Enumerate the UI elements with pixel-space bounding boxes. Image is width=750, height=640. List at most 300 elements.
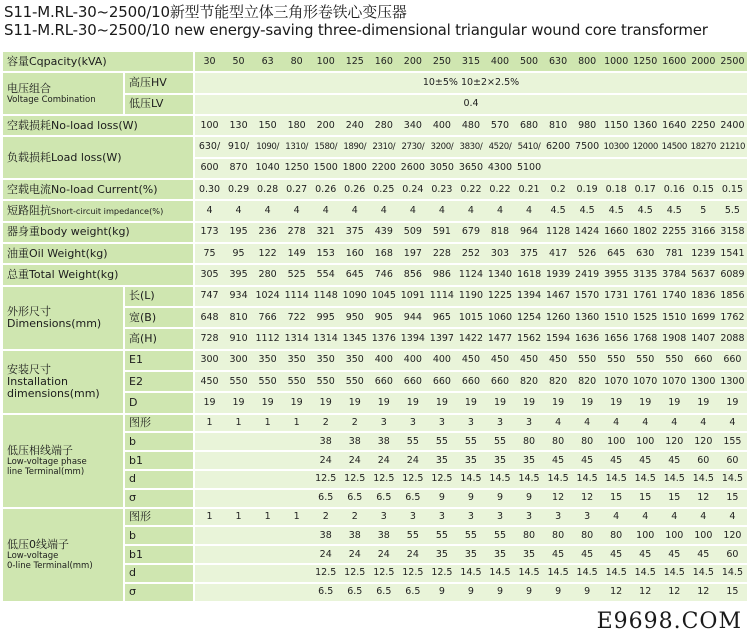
value-cell: 55 xyxy=(485,433,514,452)
value-cell: 4 xyxy=(689,415,718,434)
value-cell: 15 xyxy=(602,490,631,509)
value-cell: 1541 xyxy=(718,244,747,265)
total-weight-row xyxy=(3,265,747,286)
value-cell: 1836 xyxy=(689,287,718,308)
value-cell: 591 xyxy=(427,223,456,244)
value-cell: 19 xyxy=(340,393,369,414)
value-cell: 19 xyxy=(485,393,514,414)
value-cell: 4.5 xyxy=(602,201,631,222)
value-cell: 439 xyxy=(369,223,398,244)
value-cell: 14.5 xyxy=(544,565,573,584)
value-cell: 12.5 xyxy=(369,565,398,584)
capacity-cell: 800 xyxy=(573,52,602,73)
lv-zero-d-label: d xyxy=(125,565,195,584)
capacity-cell: 400 xyxy=(485,52,514,73)
value-cell: 252 xyxy=(456,244,485,265)
value-cell: 60 xyxy=(718,546,747,565)
value-cell: 80 xyxy=(544,527,573,546)
value-cell: 450 xyxy=(544,351,573,372)
value-cell: 18270 xyxy=(689,137,718,158)
value-cell: 2400 xyxy=(718,116,747,137)
value-cell: 14.5 xyxy=(718,471,747,490)
value-cell: 55 xyxy=(456,433,485,452)
empty-cell xyxy=(660,159,689,180)
value-cell: 550 xyxy=(253,372,282,393)
value-cell: 630 xyxy=(631,244,660,265)
value-cell: 55 xyxy=(427,527,456,546)
value-cell: 2088 xyxy=(718,329,747,350)
value-cell: 6.5 xyxy=(369,584,398,603)
empty-cell xyxy=(282,546,311,565)
empty-cell xyxy=(224,471,253,490)
value-cell: 450 xyxy=(515,351,544,372)
value-cell: 2 xyxy=(311,415,340,434)
dimension-l-row xyxy=(3,287,747,308)
value-cell: 35 xyxy=(427,452,456,471)
value-cell: 747 xyxy=(195,287,224,308)
value-cell: 1070 xyxy=(631,372,660,393)
value-cell: 4 xyxy=(195,201,224,222)
installation-d-label: D xyxy=(125,393,195,414)
value-cell: 3 xyxy=(515,415,544,434)
value-cell: 550 xyxy=(311,372,340,393)
value-cell: 1525 xyxy=(631,308,660,329)
value-cell: 100 xyxy=(195,116,224,137)
value-cell: 645 xyxy=(340,265,369,286)
value-cell: 1340 xyxy=(485,265,514,286)
value-cell: 19 xyxy=(573,393,602,414)
empty-cell xyxy=(195,546,224,565)
empty-cell xyxy=(224,452,253,471)
value-cell: 5 xyxy=(689,201,718,222)
value-cell: 45 xyxy=(689,546,718,565)
value-cell: 1394 xyxy=(398,329,427,350)
empty-cell xyxy=(573,159,602,180)
value-cell: 19 xyxy=(398,393,427,414)
value-cell: 55 xyxy=(398,433,427,452)
value-cell: 3 xyxy=(515,509,544,528)
value-cell: 660 xyxy=(456,372,485,393)
value-cell: 12.5 xyxy=(398,565,427,584)
empty-cell xyxy=(253,584,282,603)
value-cell: 1 xyxy=(224,509,253,528)
value-cell: 0.28 xyxy=(253,180,282,201)
noload-current-row xyxy=(3,180,747,201)
value-cell: 14.5 xyxy=(485,471,514,490)
value-cell: 375 xyxy=(340,223,369,244)
value-cell: 1424 xyxy=(573,223,602,244)
value-cell: 12.5 xyxy=(340,565,369,584)
value-cell: 570 xyxy=(485,116,514,137)
value-cell: 19 xyxy=(456,393,485,414)
value-cell: 526 xyxy=(573,244,602,265)
value-cell: 1024 xyxy=(253,287,282,308)
value-cell: 1114 xyxy=(427,287,456,308)
value-cell: 4 xyxy=(718,415,747,434)
value-cell: 3 xyxy=(456,509,485,528)
value-cell: 38 xyxy=(311,433,340,452)
value-cell: 550 xyxy=(573,351,602,372)
value-cell: 14.5 xyxy=(660,565,689,584)
installation-e1-label: E1 xyxy=(125,351,195,372)
value-cell: 55 xyxy=(485,527,514,546)
value-cell: 1314 xyxy=(311,329,340,350)
value-cell: 3 xyxy=(544,509,573,528)
value-cell: 660 xyxy=(485,372,514,393)
value-cell: 810 xyxy=(224,308,253,329)
value-cell: 9 xyxy=(515,490,544,509)
value-cell: 12.5 xyxy=(311,471,340,490)
value-cell: 400 xyxy=(398,351,427,372)
value-cell: 1510 xyxy=(602,308,631,329)
total-weight-label: 总重Total Weight(kg) xyxy=(3,265,195,286)
capacity-cell: 80 xyxy=(282,52,311,73)
value-cell: 100 xyxy=(689,527,718,546)
value-cell: 14.5 xyxy=(485,565,514,584)
value-cell: 820 xyxy=(544,372,573,393)
hv-label: 高压HV xyxy=(125,73,195,94)
value-cell: 45 xyxy=(631,546,660,565)
dimensions-label: 外形尺寸 Dimensions(mm) xyxy=(3,287,125,351)
value-cell: 278 xyxy=(282,223,311,244)
value-cell: 980 xyxy=(573,116,602,137)
capacity-cell: 30 xyxy=(195,52,224,73)
value-cell: 1 xyxy=(195,415,224,434)
lv-zero-b1-label: b1 xyxy=(125,546,195,565)
value-cell: 14.5 xyxy=(602,471,631,490)
value-cell: 3158 xyxy=(718,223,747,244)
value-cell: 80 xyxy=(544,433,573,452)
value-cell: 986 xyxy=(427,265,456,286)
value-cell: 0.2 xyxy=(544,180,573,201)
value-cell: 340 xyxy=(398,116,427,137)
value-cell: 0.17 xyxy=(631,180,660,201)
noload-loss-row xyxy=(3,116,747,137)
value-cell: 75 xyxy=(195,244,224,265)
value-cell: 1124 xyxy=(456,265,485,286)
value-cell: 45 xyxy=(544,452,573,471)
value-cell: 80 xyxy=(573,527,602,546)
value-cell: 6.5 xyxy=(398,490,427,509)
value-cell: 4 xyxy=(282,201,311,222)
value-cell: 6.5 xyxy=(369,490,398,509)
value-cell: 9 xyxy=(485,490,514,509)
empty-cell xyxy=(224,584,253,603)
value-cell: 1254 xyxy=(515,308,544,329)
lv-zero-sigma-label: σ xyxy=(125,584,195,603)
value-cell: 3 xyxy=(427,509,456,528)
value-cell: 910 xyxy=(224,329,253,350)
value-cell: 9 xyxy=(573,584,602,603)
value-cell: 550 xyxy=(224,372,253,393)
value-cell: 4 xyxy=(718,509,747,528)
value-cell: 2600 xyxy=(398,159,427,180)
value-cell: 14.5 xyxy=(456,471,485,490)
value-cell: 2310/ xyxy=(369,137,398,158)
empty-cell xyxy=(282,565,311,584)
value-cell: 934 xyxy=(224,287,253,308)
value-cell: 38 xyxy=(340,527,369,546)
value-cell: 417 xyxy=(544,244,573,265)
value-cell: 35 xyxy=(427,546,456,565)
value-cell: 1740 xyxy=(660,287,689,308)
value-cell: 236 xyxy=(253,223,282,244)
value-cell: 3 xyxy=(398,509,427,528)
value-cell: 153 xyxy=(311,244,340,265)
value-cell: 100 xyxy=(660,527,689,546)
value-cell: 1699 xyxy=(689,308,718,329)
value-cell: 4 xyxy=(456,201,485,222)
value-cell: 6.5 xyxy=(311,490,340,509)
capacity-cell: 50 xyxy=(224,52,253,73)
empty-cell xyxy=(195,452,224,471)
value-cell: 197 xyxy=(398,244,427,265)
value-cell: 1148 xyxy=(311,287,340,308)
value-cell: 1762 xyxy=(718,308,747,329)
value-cell: 766 xyxy=(253,308,282,329)
value-cell: 1397 xyxy=(427,329,456,350)
empty-cell xyxy=(253,452,282,471)
value-cell: 0.15 xyxy=(689,180,718,201)
value-cell: 9 xyxy=(427,584,456,603)
capacity-cell: 1000 xyxy=(602,52,631,73)
value-cell: 4 xyxy=(515,201,544,222)
value-cell: 1091 xyxy=(398,287,427,308)
value-cell: 45 xyxy=(660,452,689,471)
value-cell: 1250 xyxy=(282,159,311,180)
empty-cell xyxy=(544,159,573,180)
value-cell: 995 xyxy=(311,308,340,329)
value-cell: 5.5 xyxy=(718,201,747,222)
dimension-l-label: 长(L) xyxy=(125,287,195,308)
value-cell: 1300 xyxy=(718,372,747,393)
value-cell: 19 xyxy=(195,393,224,414)
value-cell: 12.5 xyxy=(398,471,427,490)
value-cell: 19 xyxy=(282,393,311,414)
lv-zero-fig-label: 图形 xyxy=(125,509,195,528)
value-cell: 3 xyxy=(369,415,398,434)
value-cell: 80 xyxy=(515,433,544,452)
value-cell: 45 xyxy=(602,452,631,471)
value-cell: 1731 xyxy=(602,287,631,308)
value-cell: 350 xyxy=(340,351,369,372)
value-cell: 4 xyxy=(631,415,660,434)
value-cell: 722 xyxy=(282,308,311,329)
value-cell: 1660 xyxy=(602,223,631,244)
capacity-cell: 630 xyxy=(544,52,573,73)
capacity-cell: 2500 xyxy=(718,52,747,73)
value-cell: 1150 xyxy=(602,116,631,137)
value-cell: 0.27 xyxy=(282,180,311,201)
value-cell: 10300 xyxy=(602,137,631,158)
value-cell: 630/ xyxy=(195,137,224,158)
value-cell: 600 xyxy=(195,159,224,180)
value-cell: 3 xyxy=(369,509,398,528)
value-cell: 1239 xyxy=(689,244,718,265)
value-cell: 1467 xyxy=(544,287,573,308)
value-cell: 122 xyxy=(253,244,282,265)
capacity-cell: 63 xyxy=(253,52,282,73)
value-cell: 24 xyxy=(340,546,369,565)
specification-table xyxy=(3,52,747,603)
value-cell: 55 xyxy=(427,433,456,452)
value-cell: 3 xyxy=(398,415,427,434)
lv-phase-b-label: b xyxy=(125,433,195,452)
value-cell: 14.5 xyxy=(515,565,544,584)
value-cell: 1394 xyxy=(515,287,544,308)
value-cell: 4 xyxy=(631,509,660,528)
value-cell: 12 xyxy=(660,584,689,603)
value-cell: 2255 xyxy=(660,223,689,244)
value-cell: 3166 xyxy=(689,223,718,244)
value-cell: 3 xyxy=(485,509,514,528)
value-cell: 400 xyxy=(369,351,398,372)
value-cell: 100 xyxy=(602,433,631,452)
value-cell: 9 xyxy=(456,490,485,509)
value-cell: 19 xyxy=(369,393,398,414)
load-loss-label: 负载损耗Load loss(W) xyxy=(3,137,195,180)
empty-cell xyxy=(195,527,224,546)
value-cell: 1594 xyxy=(544,329,573,350)
value-cell: 2250 xyxy=(689,116,718,137)
value-cell: 1562 xyxy=(515,329,544,350)
value-cell: 80 xyxy=(602,527,631,546)
body-weight-row xyxy=(3,223,747,244)
value-cell: 120 xyxy=(689,433,718,452)
value-cell: 1 xyxy=(195,509,224,528)
value-cell: 14.5 xyxy=(515,471,544,490)
value-cell: 395 xyxy=(224,265,253,286)
noload-loss-label: 空载损耗No-load loss(W) xyxy=(3,116,195,137)
value-cell: 24 xyxy=(311,546,340,565)
value-cell: 1314 xyxy=(282,329,311,350)
value-cell: 1114 xyxy=(282,287,311,308)
value-cell: 1300 xyxy=(689,372,718,393)
value-cell: 19 xyxy=(544,393,573,414)
value-cell: 660 xyxy=(689,351,718,372)
value-cell: 2200 xyxy=(369,159,398,180)
value-cell: 3200/ xyxy=(427,137,456,158)
value-cell: 350 xyxy=(311,351,340,372)
value-cell: 173 xyxy=(195,223,224,244)
value-cell: 660 xyxy=(427,372,456,393)
value-cell: 35 xyxy=(485,546,514,565)
value-cell: 964 xyxy=(515,223,544,244)
page-title-chinese: S11-M.RL-30~2500/10新型节能型立体三角形卷铁心变压器 xyxy=(4,3,407,21)
value-cell: 4 xyxy=(602,509,631,528)
value-cell: 5100 xyxy=(515,159,544,180)
impedance-label: 短路阻抗Short-circuit impedance(%) xyxy=(3,201,195,222)
value-cell: 6.5 xyxy=(340,490,369,509)
value-cell: 130 xyxy=(224,116,253,137)
value-cell: 12.5 xyxy=(369,471,398,490)
value-cell: 870 xyxy=(224,159,253,180)
value-cell: 9 xyxy=(544,584,573,603)
lv-phase-sigma-label: σ xyxy=(125,490,195,509)
empty-cell xyxy=(195,433,224,452)
value-cell: 19 xyxy=(427,393,456,414)
value-cell: 400 xyxy=(427,351,456,372)
value-cell: 480 xyxy=(456,116,485,137)
value-cell: 1040 xyxy=(253,159,282,180)
value-cell: 1225 xyxy=(485,287,514,308)
lv-phase-fig-row xyxy=(3,415,747,434)
value-cell: 818 xyxy=(485,223,514,244)
value-cell: 1407 xyxy=(689,329,718,350)
value-cell: 350 xyxy=(253,351,282,372)
value-cell: 3 xyxy=(485,415,514,434)
value-cell: 648 xyxy=(195,308,224,329)
dimension-b-label: 宽(B) xyxy=(125,308,195,329)
value-cell: 1800 xyxy=(340,159,369,180)
empty-cell xyxy=(253,527,282,546)
value-cell: 19 xyxy=(689,393,718,414)
value-cell: 15 xyxy=(660,490,689,509)
installation-e2-label: E2 xyxy=(125,372,195,393)
value-cell: 3050 xyxy=(427,159,456,180)
value-cell: 38 xyxy=(311,527,340,546)
value-cell: 19 xyxy=(602,393,631,414)
lv-phase-fig-label: 图形 xyxy=(125,415,195,434)
value-cell: 24 xyxy=(398,452,427,471)
value-cell: 660 xyxy=(369,372,398,393)
value-cell: 19 xyxy=(718,393,747,414)
value-cell: 1477 xyxy=(485,329,514,350)
value-cell: 1070 xyxy=(660,372,689,393)
value-cell: 550 xyxy=(602,351,631,372)
value-cell: 2 xyxy=(340,415,369,434)
value-cell: 35 xyxy=(515,452,544,471)
value-cell: 3 xyxy=(573,509,602,528)
noload-current-label: 空载电流No-load Current(%) xyxy=(3,180,195,201)
value-cell: 6089 xyxy=(718,265,747,286)
value-cell: 3 xyxy=(456,415,485,434)
oil-weight-label: 油重Oil Weight(kg) xyxy=(3,244,195,265)
value-cell: 2419 xyxy=(573,265,602,286)
value-cell: 1640 xyxy=(660,116,689,137)
value-cell: 1360 xyxy=(573,308,602,329)
value-cell: 19 xyxy=(660,393,689,414)
empty-cell xyxy=(224,565,253,584)
value-cell: 679 xyxy=(456,223,485,244)
value-cell: 14.5 xyxy=(456,565,485,584)
value-cell: 38 xyxy=(369,527,398,546)
value-cell: 1 xyxy=(253,415,282,434)
value-cell: 554 xyxy=(311,265,340,286)
value-cell: 2 xyxy=(340,509,369,528)
value-cell: 38 xyxy=(340,433,369,452)
value-cell: 810 xyxy=(544,116,573,137)
value-cell: 450 xyxy=(195,372,224,393)
value-cell: 12 xyxy=(631,584,660,603)
value-cell: 12 xyxy=(689,584,718,603)
value-cell: 2 xyxy=(311,509,340,528)
value-cell: 856 xyxy=(398,265,427,286)
value-cell: 2730/ xyxy=(398,137,427,158)
oil-weight-row xyxy=(3,244,747,265)
value-cell: 12.5 xyxy=(427,471,456,490)
value-cell: 450 xyxy=(456,351,485,372)
empty-cell xyxy=(631,159,660,180)
value-cell: 300 xyxy=(224,351,253,372)
value-cell: 6.5 xyxy=(398,584,427,603)
capacity-cell: 100 xyxy=(311,52,340,73)
value-cell: 80 xyxy=(515,527,544,546)
voltage-combination-label: 电压组合 Voltage Combination xyxy=(3,73,125,116)
value-cell: 55 xyxy=(456,527,485,546)
value-cell: 0.23 xyxy=(427,180,456,201)
value-cell: 21210 xyxy=(718,137,747,158)
